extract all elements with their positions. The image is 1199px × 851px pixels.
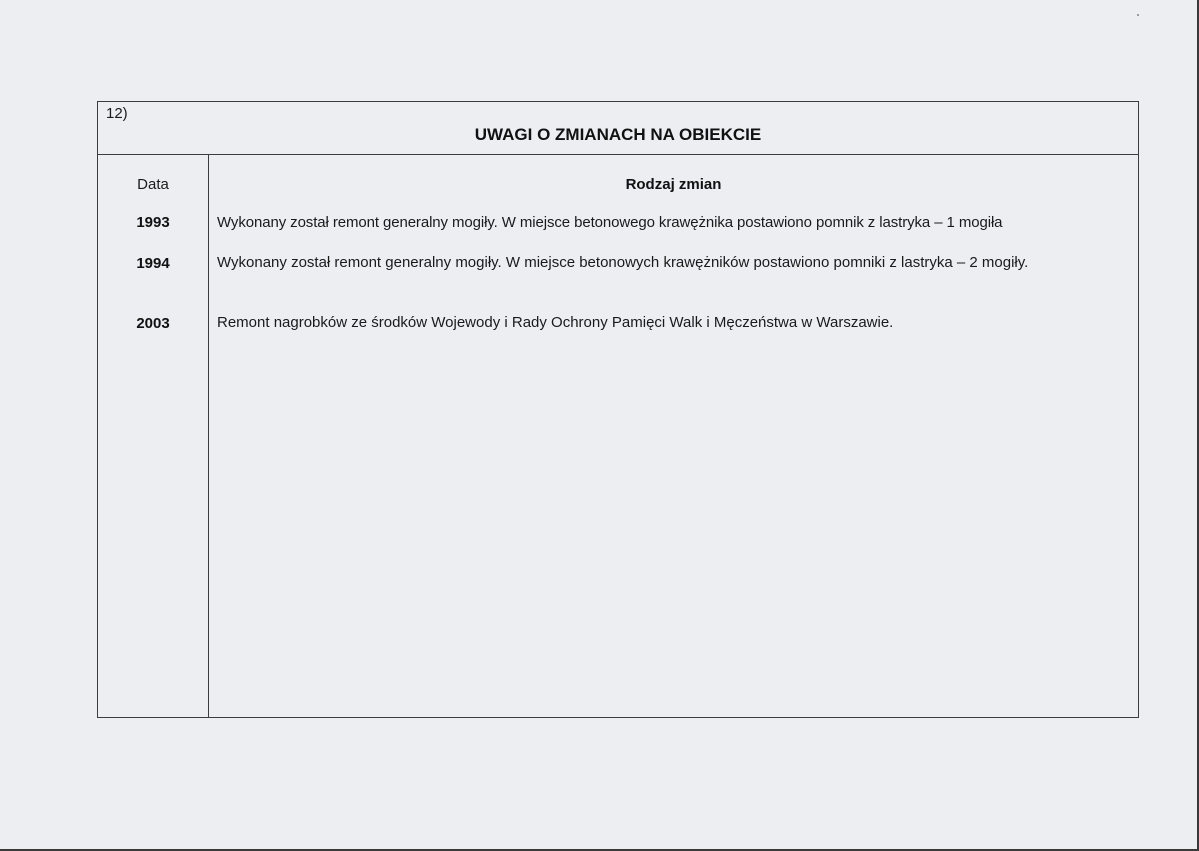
row-date-2003: 2003 — [136, 315, 170, 332]
section-number: 12) — [106, 105, 128, 122]
row-text-1993: Wykonany został remont generalny mogiły. W miejsce betonowego krawężnika postawiono pomnik z lastryka – 1 mogiła — [217, 214, 1003, 231]
row-date-1994: 1994 — [136, 255, 170, 272]
column-header-date: Data — [137, 176, 169, 193]
column-header-kind: Rodzaj zmian — [625, 176, 722, 193]
form-title: UWAGI O ZMIANACH NA OBIEKCIE — [474, 125, 762, 144]
header-divider — [98, 154, 1138, 155]
row-date-1993: 1993 — [136, 214, 170, 231]
row-text-1994: Wykonany został remont generalny mogiły. W miejsce betonowych krawężników postawiono pomniki z lastryka – 2 mogiły. — [217, 254, 1029, 271]
column-divider — [208, 154, 209, 717]
changes-form — [97, 101, 1139, 718]
row-text-2003: Remont nagrobków ze środków Wojewody i Rady Ochrony Pamięci Walk i Męczeństwa w Warszawie. — [217, 314, 894, 331]
scan-speck — [1137, 14, 1139, 16]
